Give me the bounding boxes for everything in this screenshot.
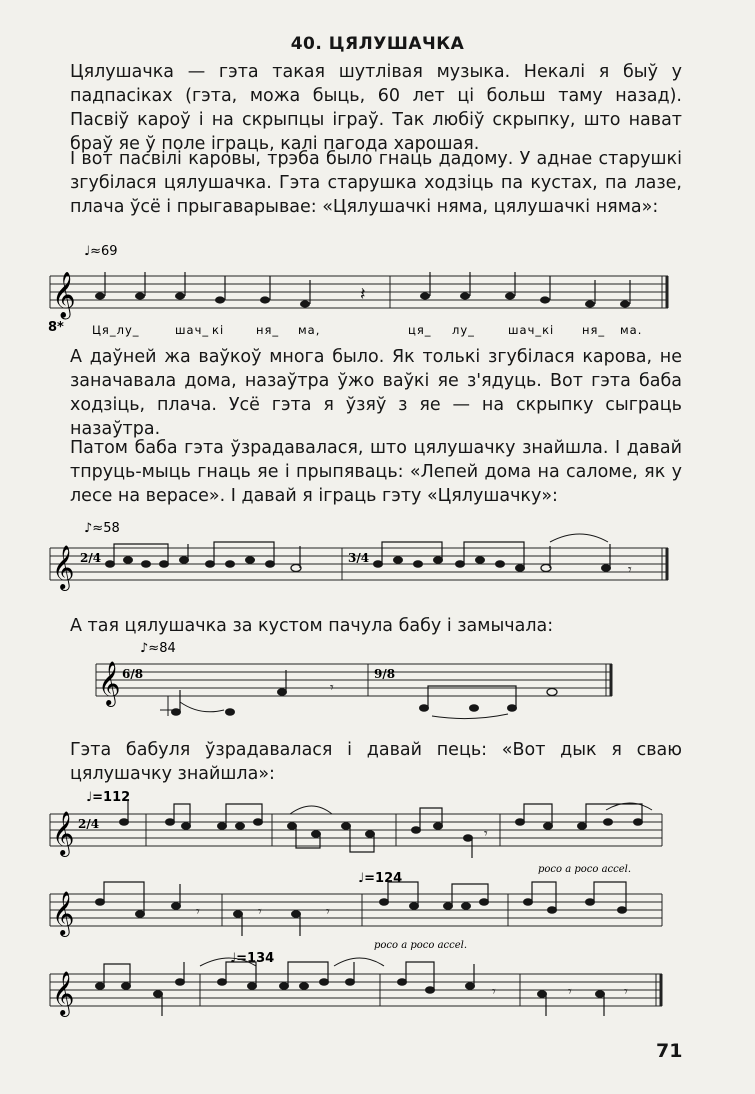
page-number: 71 xyxy=(656,1040,683,1062)
music-example-2 xyxy=(0,512,755,592)
rest-icon-2: 𝄾 xyxy=(258,904,262,920)
notes xyxy=(160,670,557,719)
svg-text:ня_: ня_ xyxy=(256,323,280,337)
time-signature: 6/8 xyxy=(122,667,144,681)
rest-icon: 𝄾 xyxy=(492,984,496,1000)
staff-1 xyxy=(0,238,755,338)
rest-icon-2: 𝄾 xyxy=(568,984,572,1000)
svg-text:шач_кі: шач_кі xyxy=(508,323,555,337)
lyrics xyxy=(92,323,642,337)
rest-icon-3: 𝄾 xyxy=(326,904,330,920)
svg-text:ня_: ня_ xyxy=(582,323,606,337)
expression-mark-1: poco a poco accel. xyxy=(538,864,632,875)
treble-clef-icon: 𝄞 xyxy=(52,891,75,935)
notes-line-3 xyxy=(96,958,605,1016)
paragraph-6: Гэта бабуля ўзрадавалася і давай пець: «Вот дык я сваю цялушачку знайшла»: xyxy=(70,740,682,784)
svg-text:шач_: шач_ xyxy=(175,323,210,337)
notes-line-1 xyxy=(120,800,653,858)
music-example-4 xyxy=(0,786,755,1036)
expression-mark-2: poco a poco accel. xyxy=(374,940,468,951)
rest-icon: 𝄾 xyxy=(484,826,488,842)
paragraph-5: А тая цялушачка за кустом пачула бабу і замычала: xyxy=(70,616,554,636)
paragraph-4: Патом баба гэта ўзрадавалася, што цялушачку знайшла. І давай тпруць-мыць гнаць яе і прыпяваць: «Лепей дома на саломе, як у лесе на верасе». І давай я іграць гэту «Цялушачку»: xyxy=(70,438,682,506)
staff-2 xyxy=(0,512,755,592)
treble-clef-icon: 𝄞 xyxy=(52,811,75,855)
time-signature: 2/4 xyxy=(80,551,102,565)
tempo-mark: ♩≈69 xyxy=(84,244,118,259)
treble-clef-icon: 𝄞 xyxy=(98,661,121,705)
svg-text:кі: кі xyxy=(212,323,225,337)
octave-mark: 8* xyxy=(48,320,64,335)
paragraph-1: Цялушачка — гэта такая шутлівая музыка. Некалі я быў у падпасіках (гэта, можа быць, 60 лет ці больш таму назад). Пасвіў кароў і на скрыпцы іграў. Так любіў скрыпку, што нават браў яе ў поле іграць, калі пагода харошая. xyxy=(70,62,682,154)
svg-text:ця_: ця_ xyxy=(408,323,432,337)
tempo-mark-1: ♩=112 xyxy=(86,790,131,805)
rest-icon: 𝄾 xyxy=(196,904,200,920)
rest-icon-3: 𝄾 xyxy=(624,984,628,1000)
tempo-mark: ♪≈58 xyxy=(84,521,120,536)
tempo-mark-3: ♩=134 xyxy=(230,951,275,966)
svg-text:лу_: лу_ xyxy=(452,323,475,337)
tempo-mark: ♪≈84 xyxy=(140,641,176,656)
time-signature: 2/4 xyxy=(78,817,100,831)
notes-line-2 xyxy=(96,882,627,936)
paragraph-2: І вот пасвілі каровы, трэба было гнаць дадому. У аднае старушкі згубілася цялушачка. Гэта старушка ходзіць па кустах, па лазе, плача ўсё і прыгаварывае: «Цялушачкі няма, цялушачкі няма»: xyxy=(70,149,682,217)
rest-icon: 𝄾 xyxy=(628,562,632,578)
staff-4 xyxy=(0,786,755,1036)
svg-text:ма.: ма. xyxy=(620,323,643,337)
treble-clef-icon: 𝄞 xyxy=(52,272,76,318)
paragraph-3: А даўней жа ваўкоў многа было. Як толькі згубілася карова, не заначавала дома, назаўтра ўжо ваўкі яе з'ядуць. Вот гэта баба ходзіць, плача. Усё гэта я ўзяў з яе — на скрыпку сыграць назаўтра. xyxy=(70,347,682,439)
music-example-1 xyxy=(0,238,755,338)
time-signature-2: 3/4 xyxy=(348,551,370,565)
song-title: 40. ЦЯЛУШАЧКА xyxy=(290,34,465,54)
svg-text:Ця_лу_: Ця_лу_ xyxy=(92,323,140,337)
treble-clef-icon: 𝄞 xyxy=(52,971,75,1015)
tempo-mark-2: ♩=124 xyxy=(358,871,403,886)
svg-text:ма,: ма, xyxy=(298,323,321,337)
staff-3 xyxy=(0,636,755,722)
treble-clef-icon: 𝄞 xyxy=(52,545,75,589)
rest-icon: 𝄾 xyxy=(330,680,334,696)
time-signature-2: 9/8 xyxy=(374,667,396,681)
music-example-3 xyxy=(0,636,755,722)
rest-icon: 𝄽 xyxy=(360,284,366,305)
